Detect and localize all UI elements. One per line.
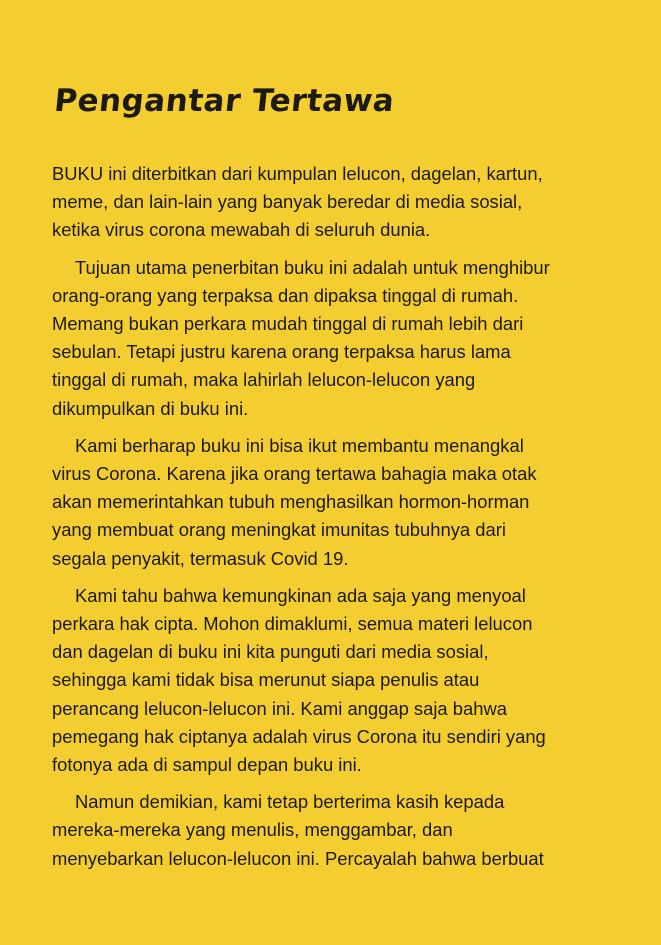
paragraph-1: BUKU ini diterbitkan dari kumpulan lelucon, dagelan, kartun, meme, dan lain-lain yang banyak beredar di media sosial, ketika virus corona mewabah di seluruh dunia. xyxy=(52,163,543,241)
body-text xyxy=(52,160,621,873)
paragraph-4: Kami tahu bahwa kemungkinan ada saja yang menyoal perkara hak cipta. Mohon dimaklumi, semua materi lelucon dan dagelan di buku ini kita punguti dari media sosial, sehingga kami tidak bisa merunut siapa penulis atau perancang lelucon-lelucon ini. Kami anggap saja bahwa pemegang hak ciptanya adalah virus Corona itu sendiri yang fotonya ada di sampul depan buku ini. xyxy=(52,584,546,776)
page-title: Pengantar Tertawa xyxy=(52,83,397,119)
paragraph-2: Tujuan utama penerbitan buku ini adalah untuk menghibur orang-orang yang terpaksa dan dipaksa tinggal di rumah. Memang bukan perkara mudah tinggal di rumah lebih dari sebulan. Tetapi justru karena orang terpaksa harus lama tinggal di rumah, maka lahirlah lelucon-lelucon yang dikumpulkan di buku ini. xyxy=(52,256,550,419)
paragraph-3: Kami berharap buku ini bisa ikut membantu menangkal virus Corona. Karena jika orang tertawa bahagia maka otak akan memerintahkan tubuh menghasilkan hormon-horman yang membuat orang meningkat imunitas tubuhnya dari segala penyakit, termasuk Covid 19. xyxy=(52,434,537,569)
paragraph-5: Namun demikian, kami tetap berterima kasih kepada mereka-mereka yang menulis, menggambar, dan menyebarkan lelucon-lelucon ini. Percayalah bahwa berbuat xyxy=(52,791,544,869)
